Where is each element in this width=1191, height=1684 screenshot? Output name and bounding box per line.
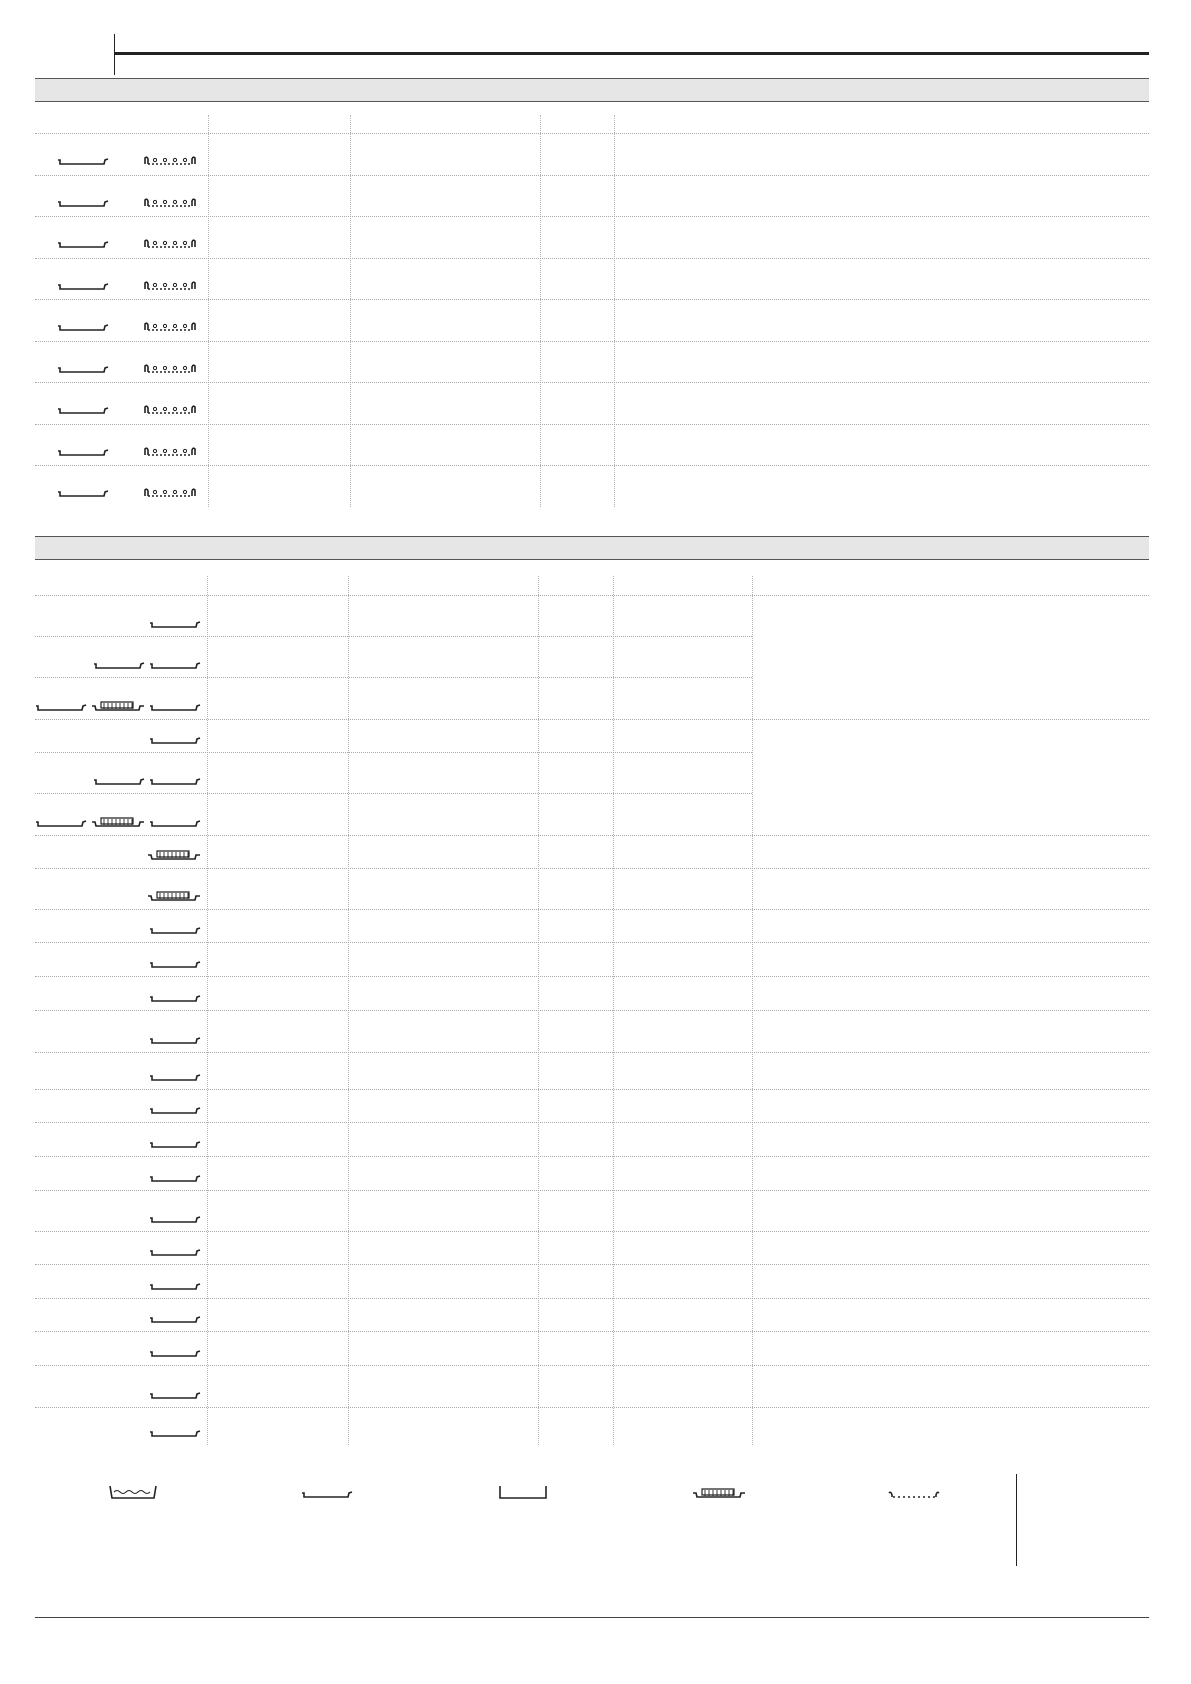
shallow-tray-icon xyxy=(149,1423,201,1439)
legend-item xyxy=(497,1484,657,1544)
shallow-tray-icon xyxy=(57,234,109,250)
perforated-tray-icon xyxy=(143,193,197,209)
shallow-tray-icon xyxy=(57,483,109,499)
legend-item xyxy=(692,1484,852,1544)
header-rule xyxy=(114,52,1149,55)
section-2-row xyxy=(35,868,1149,909)
section-1-row xyxy=(35,133,1149,175)
shallow-tray-icon xyxy=(149,1343,201,1359)
perforated-tray-icon xyxy=(143,359,197,375)
shallow-tray-icon xyxy=(149,1100,201,1116)
grill-tray-icon xyxy=(147,846,201,862)
section-2-row xyxy=(35,976,1149,1010)
shallow-tray-icon xyxy=(149,954,201,970)
section-1-band xyxy=(35,78,1149,102)
shallow-tray-icon xyxy=(149,1168,201,1184)
section-2-row xyxy=(35,1052,1149,1089)
section-2-row xyxy=(35,1365,1149,1407)
perforated-tray-icon xyxy=(143,483,197,499)
section-1-row xyxy=(35,258,1149,300)
shallow-tray-icon xyxy=(149,1276,201,1292)
shallow-tray-icon xyxy=(149,1134,201,1150)
shallow-tray-icon xyxy=(149,1209,201,1225)
grill-tray-icon xyxy=(147,887,201,903)
section-2-row xyxy=(35,1264,1149,1298)
section-1-row xyxy=(35,382,1149,424)
perforated-tray-icon xyxy=(143,400,197,416)
section-2-row xyxy=(35,835,1149,868)
shallow-tray-icon xyxy=(93,655,145,671)
perforated-tray-icon xyxy=(143,234,197,250)
perforated-tray-icon xyxy=(143,317,197,333)
perforated-tray-icon xyxy=(143,442,197,458)
section-1-row xyxy=(35,175,1149,217)
section-2-row xyxy=(35,636,1149,677)
section-2-row xyxy=(35,1231,1149,1264)
section-1-row xyxy=(35,216,1149,258)
shallow-tray-icon xyxy=(149,697,201,713)
shallow-tray-icon xyxy=(57,151,109,167)
perforated-tray-icon xyxy=(143,151,197,167)
section-2-row xyxy=(35,1156,1149,1190)
section-2-row xyxy=(35,1407,1149,1445)
section-2-row xyxy=(35,719,1149,752)
section-2-row xyxy=(35,752,1149,793)
shallow-tray-icon xyxy=(35,813,87,829)
section-2-row xyxy=(35,1331,1149,1365)
dotted-tray-icon xyxy=(887,1484,941,1500)
shallow-tray-icon xyxy=(57,442,109,458)
section-2-row xyxy=(35,793,1149,835)
legend-item xyxy=(887,1484,1047,1544)
section-2-row xyxy=(35,1190,1149,1231)
deep-tray-icon xyxy=(497,1484,549,1500)
perforated-tray-icon xyxy=(143,276,197,292)
section-1-row xyxy=(35,424,1149,466)
shallow-tray-icon xyxy=(149,1309,201,1325)
shallow-tray-icon xyxy=(149,1385,201,1401)
section-2-row xyxy=(35,909,1149,942)
section-1-row xyxy=(35,299,1149,341)
shallow-tray-icon xyxy=(57,193,109,209)
shallow-tray-icon xyxy=(149,1030,201,1046)
section-2-row xyxy=(35,1122,1149,1156)
shallow-tray-icon xyxy=(57,276,109,292)
section-2-row xyxy=(35,1298,1149,1331)
shallow-tray-icon xyxy=(149,771,201,787)
section-2-band xyxy=(35,536,1149,560)
shallow-tray-icon xyxy=(57,400,109,416)
footer-rule xyxy=(35,1617,1149,1618)
shallow-tray-icon xyxy=(35,697,87,713)
shallow-tray-icon xyxy=(149,655,201,671)
grill-tray-icon xyxy=(91,813,145,829)
section-2-row xyxy=(35,677,1149,719)
section-2-row xyxy=(35,1089,1149,1122)
shallow-tray-icon xyxy=(57,317,109,333)
shallow-tray-icon xyxy=(149,920,201,936)
grill-tray-icon xyxy=(692,1484,746,1500)
legend-item xyxy=(301,1484,461,1544)
section-2-row xyxy=(35,1010,1149,1052)
shallow-tray-icon xyxy=(301,1484,353,1500)
section-2-row xyxy=(35,595,1149,636)
shallow-tray-icon xyxy=(149,1067,201,1083)
legend-divider xyxy=(1016,1474,1017,1566)
grill-tray-icon xyxy=(91,697,145,713)
section-1-row xyxy=(35,341,1149,383)
shallow-tray-icon xyxy=(149,730,201,746)
legend-item xyxy=(107,1484,267,1544)
shallow-tray-icon xyxy=(57,359,109,375)
shallow-tray-icon xyxy=(149,813,201,829)
shallow-tray-icon xyxy=(149,988,201,1004)
water-tray-icon xyxy=(107,1484,159,1500)
section-2-row xyxy=(35,942,1149,976)
section-1-row xyxy=(35,465,1149,507)
shallow-tray-icon xyxy=(149,614,201,630)
shallow-tray-icon xyxy=(149,1242,201,1258)
shallow-tray-icon xyxy=(93,771,145,787)
